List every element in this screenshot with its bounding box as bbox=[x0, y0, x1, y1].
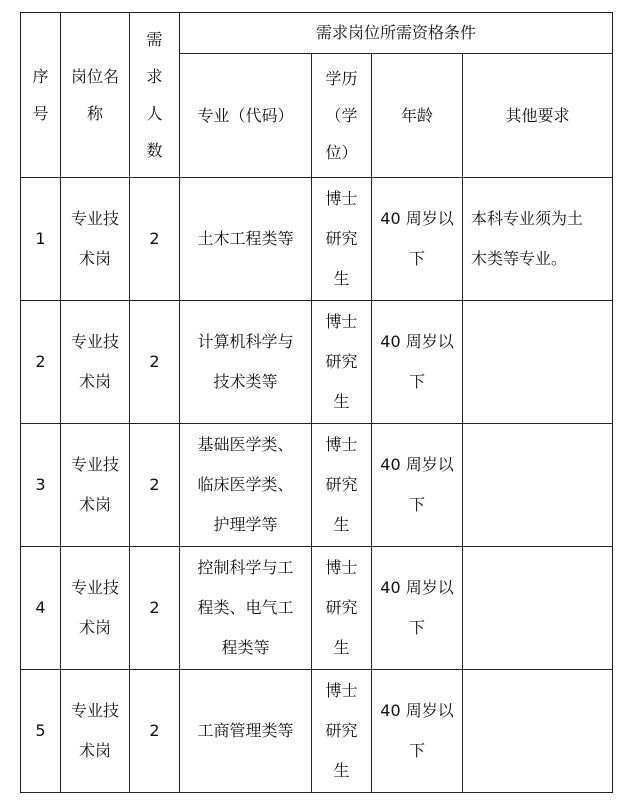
cell-post-line: 术岗 bbox=[78, 249, 111, 268]
cell-post-line: 专业技 bbox=[70, 578, 119, 597]
cell-education-line: 博士 bbox=[325, 312, 358, 331]
table-row bbox=[21, 178, 613, 301]
cell-major bbox=[180, 424, 312, 547]
header-other: 其他要求 bbox=[463, 54, 613, 178]
cell-age bbox=[372, 547, 463, 670]
cell-post-line: 专业技 bbox=[70, 209, 119, 228]
cell-post-line: 专业技 bbox=[70, 455, 119, 474]
cell-other bbox=[463, 424, 613, 547]
header-demand-count bbox=[130, 13, 180, 178]
cell-education-line: 研究 bbox=[325, 721, 358, 740]
cell-major-line: 工商管理类等 bbox=[197, 721, 294, 740]
cell-education-line: 生 bbox=[333, 761, 350, 780]
cell-major-line: 程类等 bbox=[221, 638, 270, 657]
cell-major-line: 计算机科学与 bbox=[197, 332, 294, 351]
header-major: 专业（代码） bbox=[180, 54, 312, 178]
cell-age-line: 40 周岁以 bbox=[380, 209, 454, 228]
table-row bbox=[21, 301, 613, 424]
cell-age bbox=[372, 178, 463, 301]
header-education-line: （学 bbox=[325, 106, 358, 125]
header-requirements-title: 需求岗位所需资格条件 bbox=[180, 13, 613, 54]
cell-education bbox=[312, 301, 372, 424]
cell-count: 2 bbox=[130, 547, 180, 670]
header-education-line: 学历 bbox=[325, 69, 358, 88]
cell-major bbox=[180, 301, 312, 424]
cell-education-line: 研究 bbox=[325, 229, 358, 248]
cell-seq: 3 bbox=[21, 424, 61, 547]
cell-major-line: 控制科学与工 bbox=[197, 558, 294, 577]
cell-major bbox=[180, 547, 312, 670]
header-count-line: 求 bbox=[146, 67, 163, 86]
cell-count: 2 bbox=[130, 301, 180, 424]
cell-seq: 1 bbox=[21, 178, 61, 301]
cell-age-line: 40 周岁以 bbox=[380, 701, 454, 720]
header-count-line: 数 bbox=[146, 141, 163, 160]
cell-education bbox=[312, 424, 372, 547]
cell-education bbox=[312, 178, 372, 301]
cell-education-line: 研究 bbox=[325, 598, 358, 617]
header-education-line: 位） bbox=[325, 143, 358, 162]
cell-post-line: 术岗 bbox=[78, 741, 111, 760]
cell-count: 2 bbox=[130, 670, 180, 793]
cell-other-line: 木类等专业。 bbox=[471, 249, 568, 268]
cell-count: 2 bbox=[130, 424, 180, 547]
cell-education-line: 生 bbox=[333, 269, 350, 288]
cell-education-line: 生 bbox=[333, 515, 350, 534]
header-post-name bbox=[61, 13, 130, 178]
header-education bbox=[312, 54, 372, 178]
header-seq bbox=[21, 13, 61, 178]
cell-post bbox=[61, 424, 130, 547]
cell-post-line: 专业技 bbox=[70, 332, 119, 351]
cell-age-line: 下 bbox=[408, 372, 425, 391]
cell-post bbox=[61, 301, 130, 424]
cell-major-line: 程类、电气工 bbox=[197, 598, 294, 617]
cell-age-line: 下 bbox=[408, 618, 425, 637]
cell-age-line: 下 bbox=[408, 741, 425, 760]
cell-post-line: 术岗 bbox=[78, 372, 111, 391]
cell-major-line: 临床医学类、 bbox=[197, 475, 294, 494]
cell-seq: 5 bbox=[21, 670, 61, 793]
header-age: 年龄 bbox=[372, 54, 463, 178]
requirements-table bbox=[20, 12, 613, 793]
cell-education-line: 研究 bbox=[325, 475, 358, 494]
cell-post bbox=[61, 670, 130, 793]
header-count-line: 需 bbox=[146, 30, 163, 49]
cell-other-line: 本科专业须为土 bbox=[471, 209, 584, 228]
cell-education-line: 博士 bbox=[325, 558, 358, 577]
cell-post-line: 专业技 bbox=[70, 701, 119, 720]
cell-age-line: 下 bbox=[408, 249, 425, 268]
cell-other bbox=[463, 178, 613, 301]
cell-seq: 2 bbox=[21, 301, 61, 424]
cell-education-line: 博士 bbox=[325, 189, 358, 208]
cell-education-line: 生 bbox=[333, 392, 350, 411]
header-count-line: 人 bbox=[146, 104, 163, 123]
cell-post bbox=[61, 547, 130, 670]
cell-education bbox=[312, 547, 372, 670]
cell-education-line: 博士 bbox=[325, 435, 358, 454]
cell-other bbox=[463, 547, 613, 670]
table-row bbox=[21, 547, 613, 670]
cell-major-line: 技术类等 bbox=[213, 372, 278, 391]
cell-major-line: 土木工程类等 bbox=[197, 229, 294, 248]
cell-education-line: 博士 bbox=[325, 681, 358, 700]
cell-age-line: 40 周岁以 bbox=[380, 455, 454, 474]
cell-age-line: 下 bbox=[408, 495, 425, 514]
cell-major-line: 基础医学类、 bbox=[197, 435, 294, 454]
cell-post-line: 术岗 bbox=[78, 618, 111, 637]
header-row-top bbox=[21, 13, 613, 54]
table-row bbox=[21, 424, 613, 547]
header-post-line: 岗位名 bbox=[70, 67, 119, 86]
cell-age-line: 40 周岁以 bbox=[380, 332, 454, 351]
cell-post-line: 术岗 bbox=[78, 495, 111, 514]
cell-education-line: 研究 bbox=[325, 352, 358, 371]
cell-other bbox=[463, 670, 613, 793]
cell-major bbox=[180, 670, 312, 793]
header-seq-line: 号 bbox=[32, 104, 49, 123]
header-seq-line: 序 bbox=[32, 67, 49, 86]
cell-education-line: 生 bbox=[333, 638, 350, 657]
cell-age bbox=[372, 424, 463, 547]
cell-major bbox=[180, 178, 312, 301]
cell-seq: 4 bbox=[21, 547, 61, 670]
table-row bbox=[21, 670, 613, 793]
cell-count: 2 bbox=[130, 178, 180, 301]
cell-age bbox=[372, 301, 463, 424]
cell-education bbox=[312, 670, 372, 793]
cell-age-line: 40 周岁以 bbox=[380, 578, 454, 597]
cell-age bbox=[372, 670, 463, 793]
cell-other bbox=[463, 301, 613, 424]
cell-post bbox=[61, 178, 130, 301]
cell-major-line: 护理学等 bbox=[213, 515, 278, 534]
header-post-line: 称 bbox=[86, 104, 103, 123]
